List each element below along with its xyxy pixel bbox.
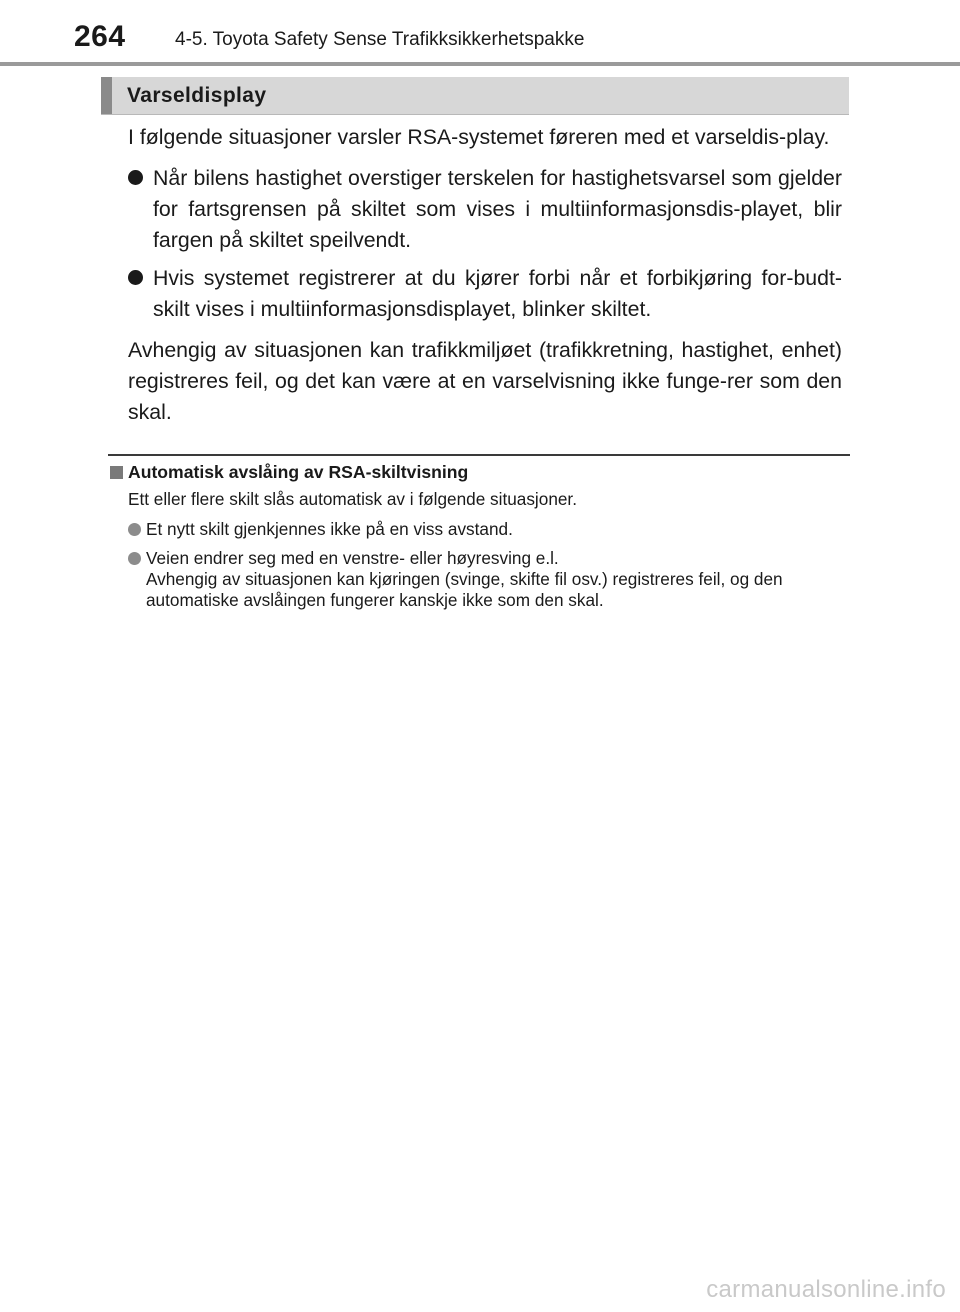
bullet-icon — [128, 552, 141, 565]
bullet-icon — [128, 270, 143, 285]
note-intro: Ett eller flere skilt slås automatisk av i følgende situasjoner. — [128, 489, 577, 509]
bullet-text-continued: Avhengig av situasjonen kan kjøringen (svinge, skifte fil osv.) registreres feil, og den automatiske avslåingen fungerer kanskje ikke som den skal. — [146, 569, 783, 610]
list-item — [110, 548, 855, 611]
header-rule — [0, 62, 960, 66]
bullet-text: Hvis systemet registrerer at du kjører forbi når et forbikjøring for-budt-skilt vises i multiinformasjonsdisplayet, blinker skiltet. — [153, 266, 842, 321]
list-item — [128, 163, 842, 256]
square-bullet-icon — [110, 466, 123, 479]
page-number: 264 — [74, 20, 126, 53]
bullet-icon — [128, 523, 141, 536]
note-bullet-list — [110, 519, 855, 611]
bullet-text: Et nytt skilt gjenkjennes ikke på en viss avstand. — [146, 519, 513, 539]
section-intro: I følgende situasjoner varsler RSA-systemet føreren med et varseldis-play. — [128, 125, 830, 149]
note-heading-text: Automatisk avslåing av RSA-skiltvisning — [128, 462, 469, 482]
bullet-text: Når bilens hastighet overstiger terskelen for hastighetsvarsel som gjelder for fartsgrensen på skiltet som vises i multiinformasjonsdis-playet, blir fargen på skiltet speilvendt. — [153, 166, 842, 252]
section-title: Varseldisplay — [127, 84, 267, 107]
page-header — [0, 0, 960, 62]
bullet-icon — [128, 170, 143, 185]
section-body — [128, 122, 842, 428]
section-bullet-list — [128, 163, 842, 325]
watermark: carmanualsonline.info — [706, 1276, 946, 1303]
note-heading — [110, 462, 855, 483]
chapter-title: 4-5. Toyota Safety Sense Trafikksikkerhetspakke — [175, 29, 585, 50]
section-divider — [108, 454, 850, 456]
bullet-text: Veien endrer seg med en venstre- eller høyresving e.l. — [146, 548, 559, 568]
list-item — [128, 263, 842, 325]
section-closing: Avhengig av situasjonen kan trafikkmiljøet (trafikkretning, hastighet, enhet) registreres feil, og det kan være at en varselvisning ikke funge-rer som den skal. — [128, 338, 842, 424]
list-item — [110, 519, 855, 540]
section-heading-accent — [101, 77, 112, 114]
section-heading-bar — [101, 77, 849, 115]
note-block — [110, 462, 855, 619]
